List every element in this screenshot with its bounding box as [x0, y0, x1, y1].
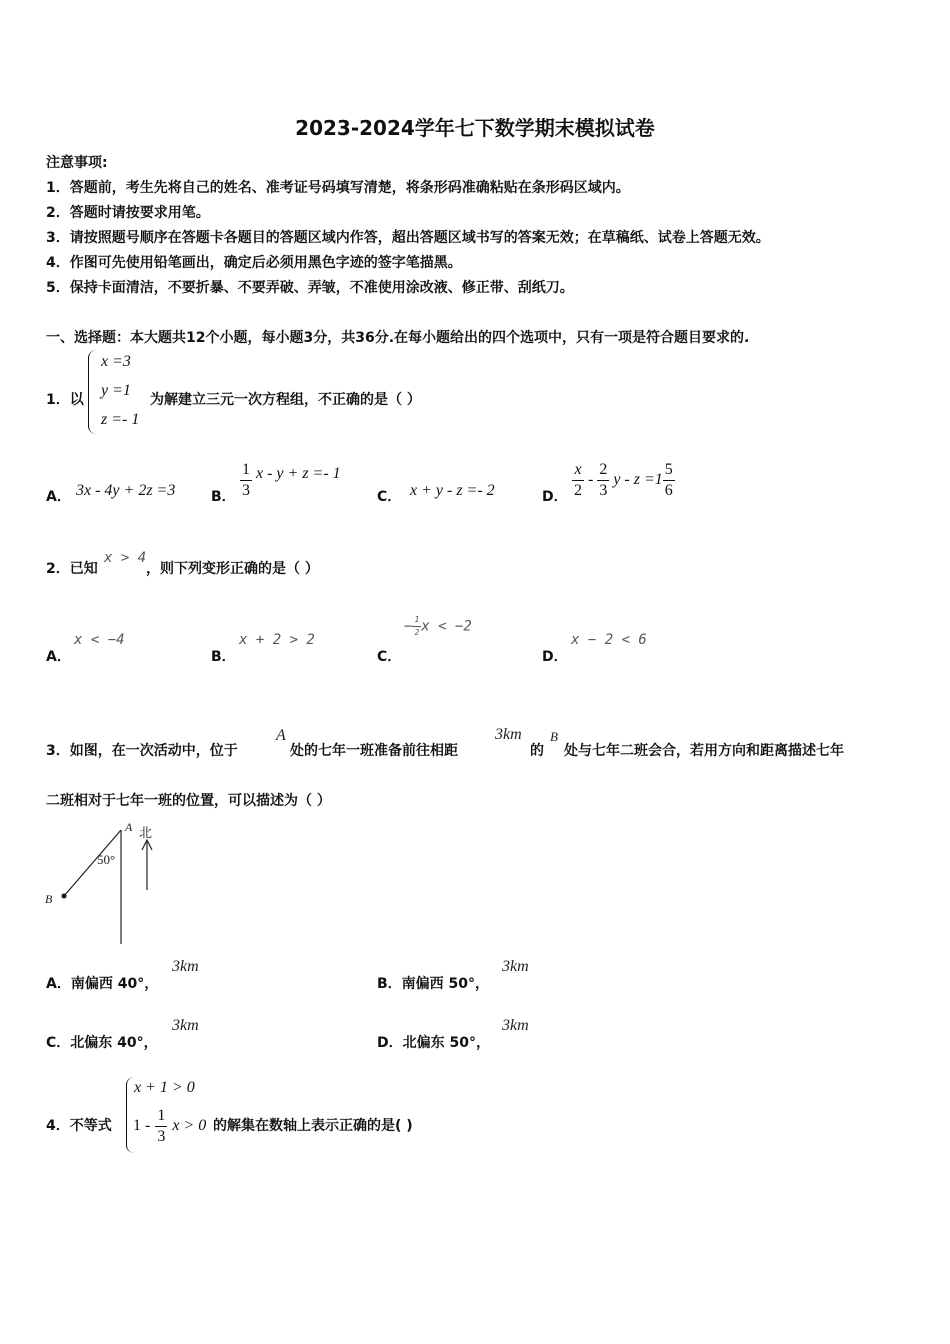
q2-c-den: 2 [414, 628, 420, 637]
q4-sys2-num: 1 [155, 1108, 167, 1127]
q1-b-den: 3 [242, 482, 250, 499]
q2-c-rest: x < −2 [421, 618, 472, 635]
q3-line1-c: 的 [530, 743, 544, 759]
q3-distance: 3km [495, 726, 522, 743]
page-title: 2023-2024学年七下数学期末模拟试卷 [295, 116, 655, 140]
q3-line2: 二班相对于七年一班的位置，可以描述为（ ） [46, 793, 331, 809]
q2-option-c-label: C． [377, 649, 402, 665]
section-heading: 一、选择题：本大题共12个小题，每小题3分，共36分.在每小题给出的四个选项中，只有一项是符合题目要求的. [46, 330, 750, 346]
q2-option-b-label: B． [211, 649, 236, 665]
q2-option-a-label: A． [46, 649, 71, 665]
q1-d-d3: 6 [664, 482, 673, 499]
q1-d-n1: x [572, 462, 584, 481]
note-item-4: 4．作图可先使用铅笔画出，确定后必须用黑色字迹的签字笔描黑。 [46, 255, 462, 271]
q3-point-b: B [550, 729, 558, 744]
q4-suffix: 的解集在数轴上表示正确的是( ) [213, 1118, 413, 1134]
q2-option-a: x < −4 [74, 632, 125, 648]
q2-suffix: ，则下列变形正确的是（ ） [146, 561, 319, 577]
q1-b-num: 1 [240, 462, 252, 481]
q2-c-num: 1 [412, 616, 421, 627]
q1-option-c-label: C． [377, 489, 402, 505]
q1-d-n2: 2 [597, 462, 609, 481]
q2-option-c [404, 616, 472, 637]
q2-condition: x > 4 [104, 550, 147, 566]
q1-d-d1: 2 [574, 482, 582, 499]
q1-prefix: 1．以 [46, 392, 84, 408]
q1-option-d-label: D． [542, 489, 568, 505]
q3-point-b-dot [62, 894, 67, 899]
q3-option-a: A．南偏西 40°， [46, 976, 159, 992]
q3-point-a: A [276, 727, 286, 744]
q4-sys-2 [133, 1108, 206, 1145]
q3-fig-b: B [45, 892, 53, 906]
q1-suffix: 为解建立三元一次方程组，不正确的是（ ） [150, 392, 421, 408]
q3-option-c-km: 3km [172, 1017, 199, 1034]
q3-fig-north: 北 [139, 826, 153, 841]
q1-option-b-label: B． [211, 489, 236, 505]
q1-system-brace [88, 350, 97, 434]
q3-fig-a: A [125, 820, 133, 834]
q4-sys2-a: 1 - [133, 1117, 151, 1135]
q1-sys-x: x =3 [101, 353, 131, 370]
q4-prefix: 4．不等式 [46, 1118, 112, 1134]
q2-option-b: x + 2 > 2 [239, 632, 315, 648]
q2-option-d: x − 2 < 6 [571, 632, 647, 648]
q1-d-mid: - [588, 471, 594, 489]
note-item-5: 5．保持卡面清洁，不要折暴、不要弄破、弄皱，不准使用涂改液、修正带、刮纸刀。 [46, 280, 574, 296]
q3-line1-a: 3．如图，在一次活动中，位于 [46, 743, 238, 759]
q1-option-b [240, 462, 341, 499]
q1-option-c: x + y - z =- 2 [410, 482, 495, 499]
q3-line1-d: 处与七年二班会合，若用方向和距离描述七年 [564, 743, 844, 759]
q2-prefix: 2．已知 [46, 561, 98, 577]
note-item-1: 1．答题前，考生先将自己的姓名、准考证号码填写清楚，将条形码准确粘贴在条形码区域内。 [46, 180, 630, 196]
note-item-2: 2．答题时请按要求用笔。 [46, 205, 210, 221]
q4-sys-1: x + 1 > 0 [134, 1079, 195, 1096]
q3-option-d-km: 3km [502, 1017, 529, 1034]
notes-heading: 注意事项: [46, 155, 108, 171]
q1-option-a-label: A． [46, 489, 71, 505]
q1-d-d2: 3 [599, 482, 608, 499]
q4-sys2-den: 3 [157, 1128, 166, 1145]
q2-option-d-label: D． [542, 649, 568, 665]
q3-option-b: B．南偏西 50°， [377, 976, 490, 992]
q3-option-a-km: 3km [172, 958, 199, 975]
q3-option-b-km: 3km [502, 958, 529, 975]
q1-sys-z: z =- 1 [101, 411, 140, 428]
q4-sys2-b: x > 0 [172, 1117, 207, 1135]
note-item-3: 3．请按照题号顺序在答题卡各题目的答题区域内作答，超出答题区域书写的答案无效；在草稿纸、试卷上答题无效。 [46, 230, 770, 246]
q3-direction-figure [40, 816, 170, 948]
q3-option-c: C．北偏东 40°， [46, 1035, 158, 1051]
q1-option-d [572, 462, 675, 499]
q1-d-rest: y - z =1 [613, 471, 663, 489]
q1-sys-y: y =1 [101, 382, 131, 399]
q3-line1-b: 处的七年一班准备前往相距 [290, 743, 458, 759]
q3-fig-angle: 50° [97, 852, 116, 867]
q1-b-rest: x - y + z =- 1 [256, 465, 341, 483]
q2-c-pre: − [404, 618, 413, 635]
q1-d-n3: 5 [663, 462, 675, 481]
q1-option-a: 3x - 4y + 2z =3 [76, 482, 176, 499]
q3-option-d: D．北偏东 50°， [377, 1035, 490, 1051]
